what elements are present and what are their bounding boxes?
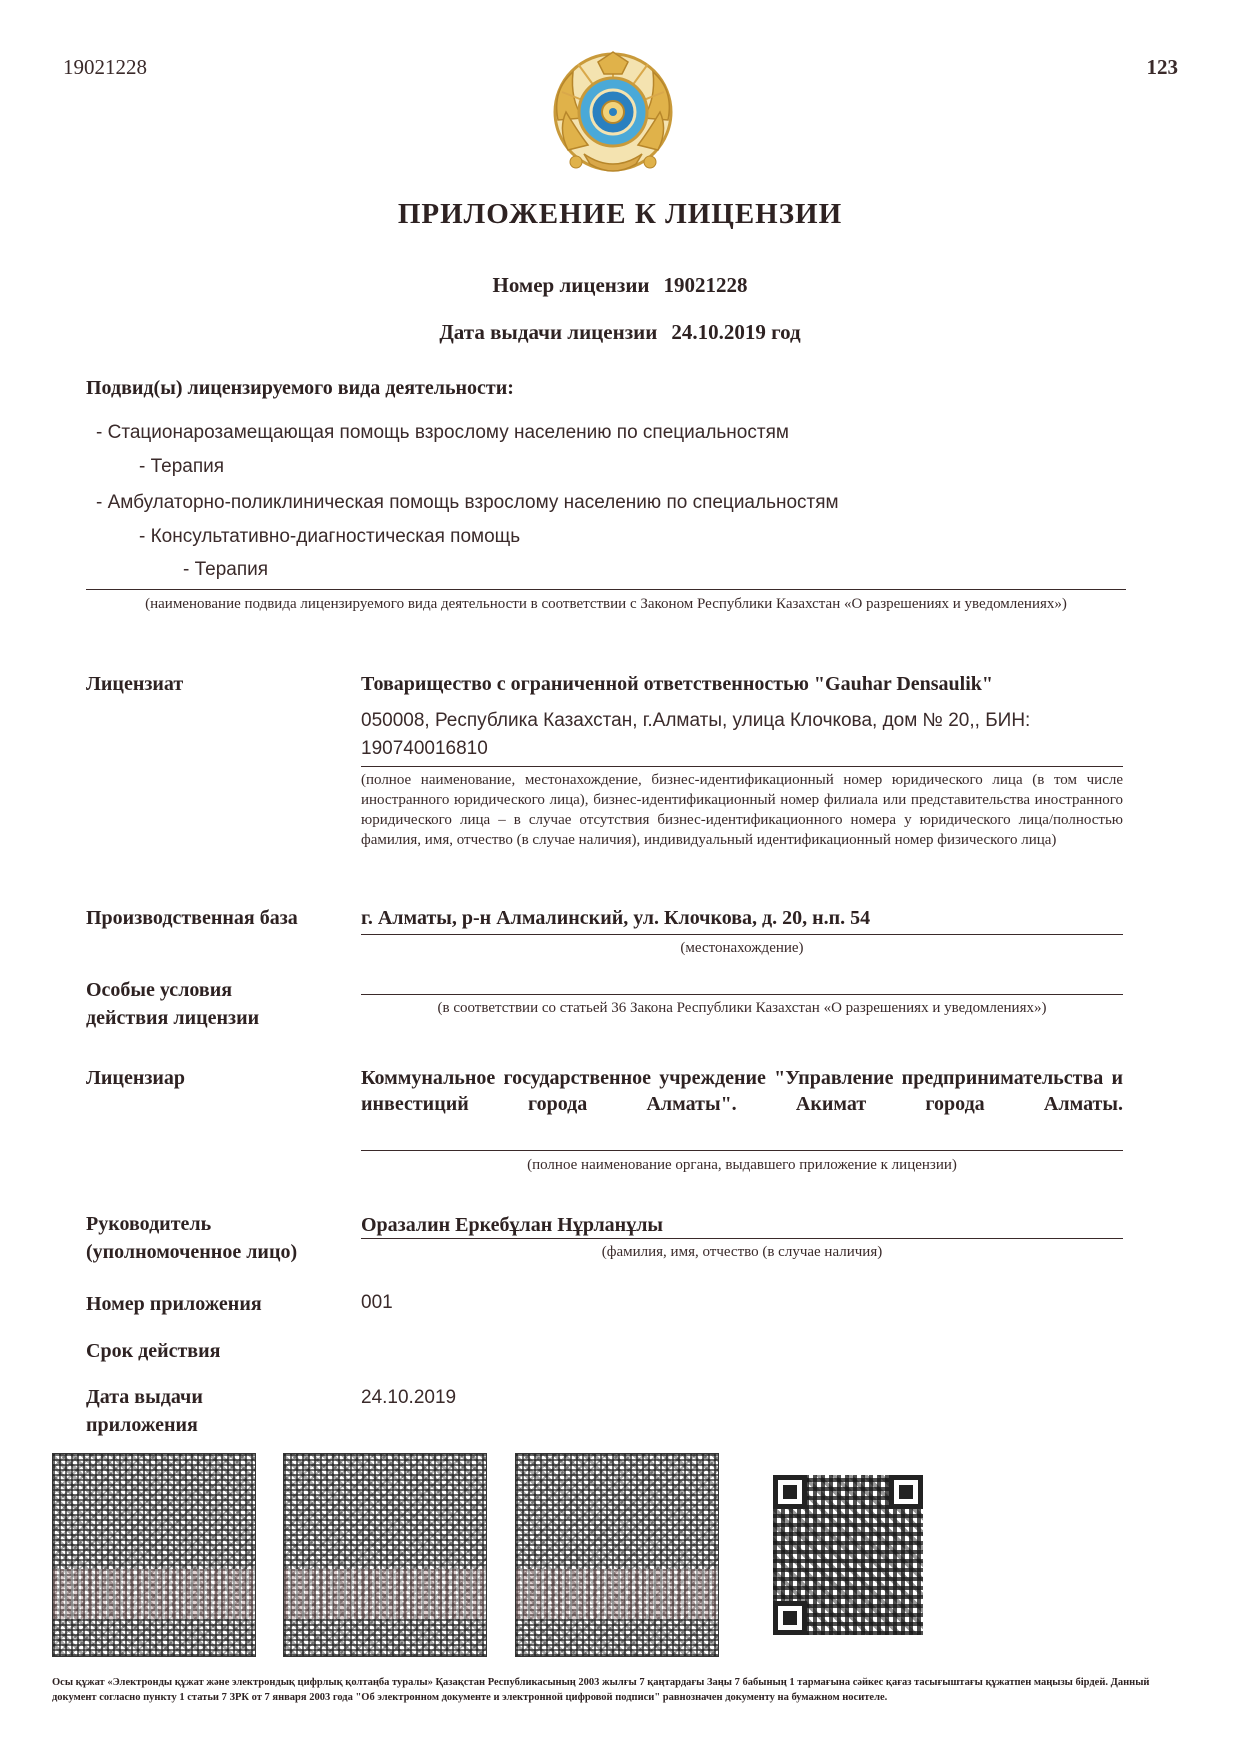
activity-item: - Стационарозамещающая помощь взрослому населению по специальностям bbox=[96, 422, 789, 443]
activity-item: - Консультативно-диагностическая помощь bbox=[139, 526, 521, 547]
issue-date-value: 24.10.2019 год bbox=[671, 320, 801, 344]
license-number-label: Номер лицензии bbox=[492, 273, 650, 297]
head-note: (фамилия, имя, отчество (в случае наличия) bbox=[601, 1244, 883, 1260]
special-conditions-label-line1: Особые условия bbox=[86, 979, 233, 1001]
divider bbox=[361, 1150, 1123, 1151]
page-number: 123 bbox=[1146, 55, 1178, 79]
licensee-name: Товарищество с ограниченной ответственностью "Gauhar Densaulik" bbox=[361, 673, 994, 695]
footer-legal-note: Осы құжат «Электронды құжат және электрондық цифрлық қолтаңба туралы» Қазақстан Республикасының 2003 жылғы 7 қаңтардағы Заңы 7 бабының 1 тармағына сәйкес қағаз тасығыштағы құжатпен маңызы бірдей. Данный документ согласно пункту 1 статьи 7 ЗРК от 7 января 2003 года "Об электронном документе и электронной цифровой подписи" равнозначен документу на бумажном носителе. bbox=[52, 1677, 1150, 1703]
page-title: ПРИЛОЖЕНИЕ К ЛИЦЕНЗИИ bbox=[397, 198, 843, 230]
head-label-line2: (уполномоченное лицо) bbox=[86, 1241, 298, 1263]
activity-item: - Терапия bbox=[139, 456, 225, 477]
production-base-note: (местонахождение) bbox=[680, 940, 804, 956]
annex-date-label-line1: Дата выдачи bbox=[86, 1386, 203, 1408]
annex-date-label bbox=[86, 1383, 203, 1439]
document-number: 19021228 bbox=[63, 55, 147, 79]
licensee-note: (полное наименование, местонахождение, бизнес-идентификационный номер юридического лица (в том числе иностранного юридического лица), бизнес-идентификационный номер филиала или представительства иностранного юридического лица – в случае отсутствия бизнес-идентификационного номера у юридического лица/полностью фамилия, имя, отчество (в случае наличия), индивидуальный идентификационный номер физического лица) bbox=[361, 772, 1123, 848]
annex-date-label-line2: приложения bbox=[86, 1414, 198, 1436]
divider bbox=[361, 766, 1123, 767]
annex-date-value: 24.10.2019 bbox=[361, 1387, 457, 1408]
production-base-label: Производственная база bbox=[86, 907, 298, 929]
state-emblem-icon bbox=[548, 50, 678, 178]
subtypes-heading: Подвид(ы) лицензируемого вида деятельности: bbox=[86, 377, 514, 399]
activity-item: - Терапия bbox=[183, 559, 269, 580]
issue-date-label: Дата выдачи лицензии bbox=[439, 320, 658, 344]
licensor-label: Лицензиар bbox=[86, 1067, 186, 1089]
signature-qr-code bbox=[283, 1453, 487, 1657]
signature-qr-code bbox=[515, 1453, 719, 1657]
production-base-value: г. Алматы, р-н Алмалинский, ул. Клочкова, д. 20, н.п. 54 bbox=[361, 907, 871, 929]
divider bbox=[86, 589, 1126, 590]
annex-number-value: 001 bbox=[361, 1292, 393, 1313]
licensee-address: 050008, Республика Казахстан, г.Алматы, улица Клочкова, дом № 20,, БИН: 190740016810 bbox=[361, 710, 1031, 759]
license-number-line bbox=[0, 273, 1240, 298]
license-number-value: 19021228 bbox=[663, 273, 748, 297]
licensee-label: Лицензиат bbox=[86, 673, 184, 695]
signature-qr-code bbox=[52, 1453, 256, 1657]
annex-number-label: Номер приложения bbox=[86, 1293, 262, 1315]
licensor-value: Коммунальное государственное учреждение "Управление предпринимательства и инвестиций города Алматы". Акимат города Алматы. bbox=[361, 1067, 1123, 1115]
subtypes-note: (наименование подвида лицензируемого вида деятельности в соответствии с Законом Республики Казахстан «О разрешениях и уведомлениях») bbox=[145, 596, 1067, 612]
divider bbox=[361, 934, 1123, 935]
special-conditions-note: (в соответствии со статьей 36 Закона Республики Казахстан «О разрешениях и уведомлениях») bbox=[437, 1000, 1047, 1016]
issue-date-line bbox=[0, 320, 1240, 345]
special-conditions-label-line2: действия лицензии bbox=[86, 1007, 260, 1029]
licensor-note: (полное наименование органа, выдавшего приложение к лицензии) bbox=[527, 1157, 957, 1173]
head-value: Оразалин Еркебұлан Нұрланұлы bbox=[361, 1214, 664, 1236]
validity-label: Срок действия bbox=[86, 1340, 221, 1362]
special-conditions-label bbox=[86, 976, 259, 1032]
verification-qr-code bbox=[773, 1475, 923, 1635]
divider bbox=[361, 994, 1123, 995]
activity-item: - Амбулаторно-поликлиническая помощь взрослому населению по специальностям bbox=[96, 492, 839, 513]
head-label bbox=[86, 1210, 297, 1266]
divider bbox=[361, 1238, 1123, 1239]
head-label-line1: Руководитель bbox=[86, 1213, 212, 1235]
